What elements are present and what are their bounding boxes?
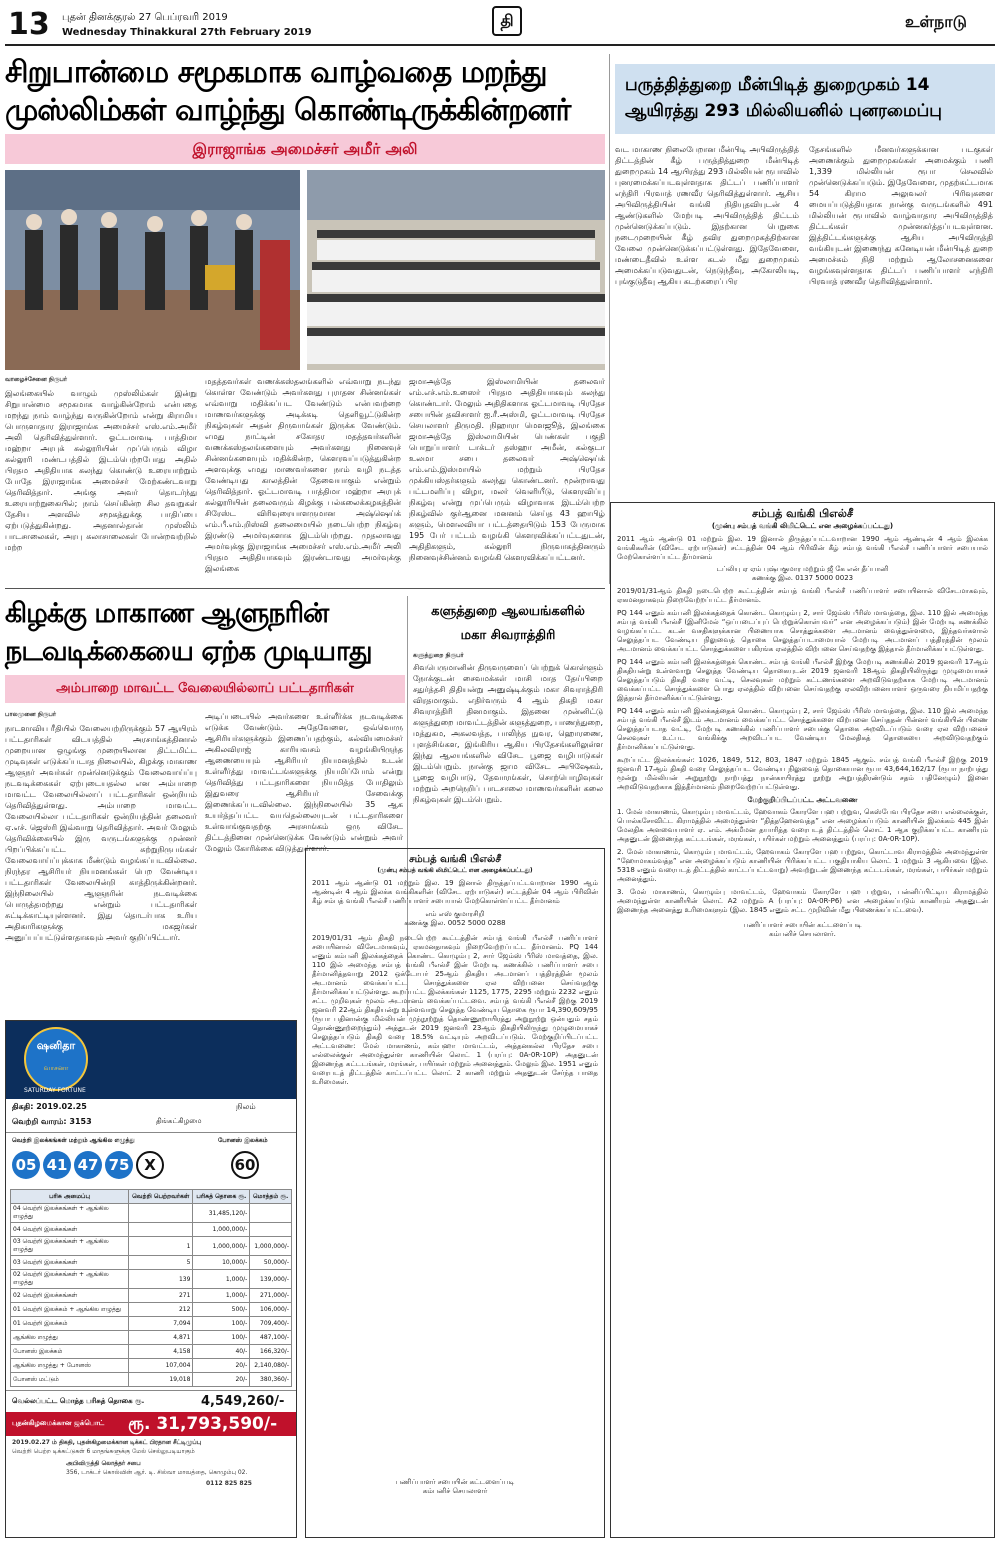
lottery-prize-cell: 1,000,000/-	[193, 1237, 250, 1256]
lottery-prize-cell: 500/-	[193, 1303, 250, 1317]
lottery-prize-cell: 709,400/-	[250, 1317, 292, 1331]
lottery-prize-row	[11, 1373, 292, 1387]
lottery-prize-cell: 19,018	[129, 1373, 193, 1387]
article3-column-1: நாடளாவிய ரீதியில் வேலையற்றிருக்கும் 57 ஆயிரம் பட்டதாரிகள் விடயத்தில் அரசாங்கத்தினால் முறையான ஒழுங்கு முறையிலான திட்டமிட்ட முடிவுகள் எடுக்கப்படாத நிலையில், கிழக்கு மாகாண ஆளுநர் அவர்கள் முன்னெடுக்கும் வேலைவாய்ப்பு நடவடிக்கைகள் ஏற்புடையதல்ல என அம்பாறை மாவட்ட வேலையில்லாப் பட்டதாரிகள் ஒன்றியம் தெரிவித்துள்ளது. அம்பாறை மாவட்ட வேலையில்லா பட்டதாரிகள் ஒன்றியத்தின் தலைவர் ஏ.எச். ஜெஸ்ரி இவ்வாறு தெரிவித்தார். அவர் மேலும் தெரிவிக்கையில் இரு வருடங்களுக்கு முன்னர் பிறப்பிக்கப்பட்ட சுற்றுநிருபங்கள் வேலைவாய்ப்புக்காக மீண்டும் வழங்கப்படவில்லை. நிரந்தர ஆசிரியர் நியமனங்கள் பெற வேண்டிய பட்டதாரிகள் வேலையின்றி காத்திருக்கின்றனர். இந்நிலையில் ஆளுநரின் நடவடிக்கை பொருத்தமற்றது என்றும் பட்டதாரிகள் சுட்டிக்காட்டியுள்ளனர். இது தொடர்பாக உரிய அதிகாரிகளுக்கு மகஜர்கள் அனுப்பப்பட்டுள்ளதாகவும் அவர் குறிப்பிட்டார்.	[5, 724, 197, 942]
lottery-zodiac: நிலம்	[236, 1102, 256, 1111]
lottery-number-ball: 05	[12, 1151, 40, 1179]
notice-small-account: கணக்கு இல. 0052 5000 0288	[404, 919, 506, 927]
lottery-prize-row	[11, 1256, 292, 1270]
notice-large-intro: 2011 ஆம் ஆண்டு 01 மற்றும் இல. 19 இனால் திருத்தப்பட்டவாறான 1990 ஆம் ஆண்டின் 4 ஆம் இலக்க வங்கிகளின் (விசேட ஏற்பாடுகள்) சட்டத்தின் 04 ஆம் பிரிவின் கீழ் சம்பத் வங்கி பீஎல்சீ பணிப்பாளர் சபையால் மேற்கொள்ளப்பட்ட தீர்மானம்	[617, 535, 988, 561]
lottery-numbers-header: வெற்றி இலக்கங்கள் மற்றும் ஆங்கில எழுத்து	[12, 1137, 135, 1144]
article1-headline-line1: சிறுபான்மை சமூகமாக வாழ்வதை மறந்து	[5, 55, 547, 90]
lottery-prize-cell: 2,140,080/-	[250, 1359, 292, 1373]
lottery-number-ball: 75	[105, 1151, 133, 1179]
lottery-prize-cell: 1	[129, 1237, 193, 1256]
lottery-date: திகதி: 2019.02.25	[12, 1102, 87, 1111]
lottery-prize-cell: 100/-	[193, 1317, 250, 1331]
lottery-prize-cell: 380,360/-	[250, 1373, 292, 1387]
masthead-rule	[5, 44, 995, 46]
article3-byline: பாலமுனை நிருபர்	[5, 711, 56, 718]
lottery-prize-table	[10, 1189, 292, 1387]
lottery-number-ball: 41	[43, 1151, 71, 1179]
lottery-prize-cell: 02 வெற்றி இலக்கங்கள் + ஆங்கில எழுத்து	[11, 1270, 129, 1289]
lottery-prize-cell	[129, 1204, 193, 1223]
notice-large-bank-name: சம்பத் வங்கி பிஎல்சீ	[752, 507, 853, 520]
lottery-footer-phone: 0112 825 825	[206, 1480, 252, 1487]
lottery-banner	[6, 1021, 296, 1099]
article3-headline-line2: நடவடிக்கையை ஏற்க முடியாது	[5, 636, 372, 667]
lottery-prize-cell: 106,000/-	[250, 1303, 292, 1317]
article4-byline: களுத்துறை நிருபர்	[413, 652, 464, 659]
lottery-prize-cell: 31,485,120/-	[193, 1204, 250, 1223]
lottery-prize-cell: 03 வெற்றி இலக்கங்கள்	[11, 1256, 129, 1270]
notice-large-schedule-2: 2. மேல் மாகாணம், கொழும்பு மாவட்டம், ஹேவாகம் கோரளே பஹ பற்றுவ, கொட்டாவ கிராமத்தில் அமைந்துள்ள “ஹோமாகம்வத்த” என அழைக்கப்படும் காணியின் பிரிக்கப்பட்ட பகுதியாகிய லொட் 1 மற்றும் 3 ஆகியவை (இல. 5318 எனும் வரைபடத் திட்டத்தில் காட்டப்பட்டவாறு) அவற்றுடன் இணைந்த கட்டடங்கள், மரங்கள், பயிர்கள் மற்றும் அனைத்தும்.	[617, 848, 988, 883]
masthead	[0, 0, 1000, 50]
lottery-number-ball: 47	[74, 1151, 102, 1179]
lottery-draw-number: வெற்றி வாரம்: 3153	[12, 1117, 92, 1126]
lottery-prize-cell: ஆங்கில எழுத்து	[11, 1331, 129, 1345]
lottery-prize-cell: 20/-	[193, 1359, 250, 1373]
masthead-logo	[492, 6, 522, 36]
lottery-prize-row	[11, 1237, 292, 1256]
lottery-prize-row	[11, 1331, 292, 1345]
lottery-prize-cell: 7,094	[129, 1317, 193, 1331]
photo-prize-giving-image	[5, 170, 300, 370]
lottery-col-header: மொத்தம் ரூ.	[250, 1190, 292, 1204]
lottery-col-header: வெற்றி பெற்றவர்கள்	[129, 1190, 193, 1204]
lottery-prize-cell: 139	[129, 1270, 193, 1289]
notice-small-signatory: கம்பனிச் செயலாளர்	[422, 1487, 488, 1495]
notice-large-schedule-1: 1. மேல் மாகாணம், கொழும்பு மாவட்டம், ஹேவாகம் கோரளே பஹ பற்றுவ, கெஸ்பேவ பிரதேச சபை எல்லைக்குள், பொல்கசோவிட்ட கிராமத்தில் அமைந்துள்ள “தித்தஹேனவத்த” என அழைக்கப்படும் காணியின் இலக்கம் 445 இன் மேலதிக அளவையாளர் ஏ. எம். அக்மீமன தயாரித்த வரைபடத் திட்டத்தில் லொட் 1 ஆக குறிக்கப்பட்ட காணியும் அதனுடன் இணைந்த கட்டடங்கள், மரங்கள், பயிர்கள் மற்றும் அனைத்தும் (பரப்பு: 0A-0R-10P).	[617, 808, 988, 843]
lottery-total-value: 4,549,260/-	[201, 1394, 285, 1409]
lottery-prize-cell: 01 வெற்றி இலக்கம்	[11, 1317, 129, 1331]
lottery-prize-cell: 271,000/-	[250, 1289, 292, 1303]
lottery-prize-cell: 04 வெற்றி இலக்கங்கள் + ஆங்கில எழுத்து	[11, 1204, 129, 1223]
lottery-footer-org: அபிவிருத்தி லொத்தர் சபை	[66, 1460, 141, 1467]
notice-small-body: 2019/01/31 ஆம் திகதி நடைபெற்ற கூட்டத்தின் சம்பத் வங்கி பீஎல்சீ பணிப்பாளர் சபையினால் விசேடமாகவும், ஏகமனதாகவும் நிறைவேற்றப்பட்ட தீர்மானம். PQ 144 எனும் கம்பனி இலக்கத்தைக் கொண்ட கொழும்பு 2, சார் ஜேம்ஸ் பீரிஸ் மாவத்தை, இல. 110 இல் அமைந்த சம்பத் வங்கி பீஎல்சீ இன் மேற்படி கணக்கில் பணிப்பாளர் சபை தீர்மானித்தவாறு 2012 ஒக்டோபர் 25ஆம் திகதிய அடமானப் பத்திரத்தின் மூலம் அடமானம் வைக்கப்பட்ட சொத்துக்களை ஏல விற்பனை செய்வதற்கு தீர்மானிக்கப்பட்டுள்ளது. கூறப்பட்ட இலக்கங்கள் 1125, 1775, 2295 மற்றும் 2232 எனும் சட்ட முறிவுகள் மூலம் அடமானம் வைக்கப்பட்டவை. சம்பத் வங்கி பீஎல்சீ இற்கு 2019 ஜனவரி 22ஆம் திகதியன்று உள்ளவாறு செலுத்த வேண்டிய தொகை ரூபா 14,390,609/95 (ரூபா பதினான்கு மில்லியன் முந்நூற்றுத் தொண்ணூறாயிரத்து அறுநூற்று ஒன்பதும் சதம் தொண்ணூற்றைந்தும்) அத்துடன் 2019 ஜனவரி 23ஆம் திகதியிலிருந்து முழுமையாகச் செலுத்தப்படும் திகதி வரை 18.5% வட்டியும் அறவிடப்படும். மேற்குறிப்பிடப்பட்ட அட்டவணை: மேல் மாகாணம், கம்பஹா மாவட்டம், அத்தனகல்ல பிரதேச சபை எல்லைக்குள் அமைந்துள்ள காணியின் லொட் 1 (பரப்பு: 0A-0R-10P) அதனுடன் இணைந்த கட்டடங்கள், மரங்கள், பயிர்கள் மற்றும் அனைத்தும். மேலும் இல. 1951 எனும் வரைபடத் திட்டத்தில் காட்டப்பட்ட லொட் 2 காணி மற்றும் அதனுடன் சேர்ந்த பாதை உரிமைகள்.	[312, 934, 598, 1086]
lottery-results	[5, 1020, 297, 1538]
article-point-pedro-harbour	[615, 64, 995, 499]
lottery-footer-line1: 2019.02.27 ம் திகதி, புதன்கிழமைக்கான டிக்கட் பிரதான சீட்டிழுப்பு	[12, 1439, 202, 1446]
lottery-prize-cell: 01 வெற்றி இலக்கம் + ஆங்கில எழுத்து	[11, 1303, 129, 1317]
article1-column-1: இலங்கையில் வாழும் முஸ்லிம்கள் இன்று சிறுபான்மை சமூகமாக வாழ்கின்றோம் என்பதை மறந்து நாம் வாழ்ந்து வருகின்றோம் என்று கிராமிய பொருளாதார இராஜாங்க அமைச்சர் எஸ்.எம்.அமீர் அலி தெரிவித்துள்ளார். ஓட்டமாவடி பாத்திமா மஹ்றா அரபுக் கல்லூரியின் முப்பெரும் விழா கல்லூரி மண்டபத்தில் இடம்பெற்றபோது அதில் பிரதம அதிதியாக கலந்து கொண்டு உரையாற்றும் போதே இராஜாங்க அமைச்சர் மேற்கண்டவாறு தெரிவித்தார். அங்கு அவர் தொடர்ந்து உரையாற்றுகையில்; நாம் செய்கின்ற சில தவறுகள் தேசிய அளவில் சமூகத்துக்கு பாதிப்பை ஏற்படுத்துகின்றது. அதனால்தான் முஸ்லிம் பாடசாலைகள், அரபு கலாசாலைகள் போன்றவற்றில் மற்ற	[5, 389, 197, 552]
lottery-winning-numbers	[12, 1151, 167, 1179]
notice-large-para2: PQ 144 எனும் கம்பனி இலக்கத்தைக் கொண்ட கொழும்பு 2, சார் ஜேம்ஸ் பீரிஸ் மாவத்தை, இல. 110 இல் அமைந்த சம்பத் வங்கி பீஎல்சீ (இனிமேல் “ஒப்படைப்புப் பெற்றுக்கொள்பவர்” என அழைக்கப்படும்) இன் மேற்படி கணக்கில் வழங்கப்பட்ட கடன் வசதிகளுக்கான பிணையாக சொத்துக்களை அடமானம் வைத்துள்ளமை, இந்தவர்களால் செலுத்தப்பட வேண்டிய நிலுவைத் தொகை செலுத்தப்படாமையால் மேற்படி அடமானப் பத்திரத்தின் மூலம் அடமானம் வைக்கப்பட்ட சொத்துக்களை பகிரங்க ஏலத்தில் விற்பனை செய்வதற்கு இத்தால் தீர்மானிக்கப்பட்டுள்ளது.	[617, 609, 988, 653]
lottery-prize-row	[11, 1317, 292, 1331]
notice-large-para5: கூறப்பட்ட இலக்கங்கள்: 1026, 1849, 512, 803, 1847 மற்றும் 1845 ஆகும். சம்பத் வங்கி பீஎல்சீ இற்கு 2019 ஜனவரி 17ஆம் திகதி வரை செலுத்தப்பட வேண்டிய நிலுவைத் தொகையான ரூபா 43,644,162/17 (ரூபா நாற்பத்து மூன்று மில்லியன் அறுநூற்று நாற்பத்து நான்காயிரத்து நூற்று அறுபத்திரண்டும் சதம் பதினேழும்) இனை அறவிடுவதற்காக இத்தீர்மானம் நிறைவேற்றப்பட்டுள்ளது.	[617, 756, 988, 791]
article3-subhead: அம்பாறை மாவட்ட வேலையில்லாப் பட்டதாரிகள்	[5, 675, 405, 703]
notice-small-subtitle: (முன்பு சம்பத் வங்கி லிமிட்டெட் என அழைக்கப்பட்டது)	[377, 867, 533, 874]
lottery-prize-cell: 5	[129, 1256, 193, 1270]
article1-headline-line2: முஸ்லிம்கள் வாழ்ந்து கொண்டிருக்கின்றனர்	[5, 93, 571, 128]
lottery-prize-row	[11, 1270, 292, 1289]
lottery-prize-row	[11, 1289, 292, 1303]
article-minority-muslims	[5, 54, 605, 584]
lottery-prize-cell: 139,000/-	[250, 1270, 292, 1289]
article4-body: சிவபெருமானின் திருவருளைப் பெற்றுக் கொள்ளும் நோக்குடன் சைவமக்கள் மாசி மாத தேய்பிறை சதுர்த்தசி திதியன்று அனுஷ்டிக்கும் மகா சிவராத்திரி விரதமாகும். எதிர்வரும் 4 ஆம் திகதி மகா சிவராத்திரி தினமாகும். இதனை முன்னிட்டு களுத்துறை மாவட்டத்தின் களுத்துறை, பாணந்துறை, மத்துகம, அகலவத்த, பாலிந்த நுவர, ஹொரணை, புளத்சிங்கள, இங்கிரிய ஆகிய பிரதேசங்களிலுள்ள இந்து ஆலயங்களில் விசேட பூஜை வழிபாடுகள் இடம்பெறும். நான்கு ஜாம விசேட அபிஷேகம், பூஜை வழிபாடு, தேவாரங்கள், சொற்பொழிவுகள் மற்றும் அறநெறிப் பாடசாலை மாணவர்களின் கலை நிகழ்வுகள் இடம்பெறும்.	[413, 663, 603, 804]
lottery-prize-cell: 50,000/-	[250, 1256, 292, 1270]
notice-small-intro: 2011 ஆம் ஆண்டு 01 மற்றும் இல. 19 இனால் திருத்தப்பட்டவாறான 1990 ஆம் ஆண்டின் 4 ஆம் இலக்க வங்கிகளின் (விசேட ஏற்பாடுகள்) சட்டத்தின் 04 ஆம் பிரிவின் கீழ் சம்பத் வங்கி பீஎல்சீ பணிப்பாளர் சபையால் மேற்கொள்ளப்பட்ட தீர்மானம்	[312, 879, 598, 905]
article2-headline: பருத்தித்துறை மீன்பிடித் துறைமுகம் 14 ஆயிரத்து 293 மில்லியனில் புனரமைப்பு	[625, 75, 942, 121]
lottery-prize-cell: 1,000/-	[193, 1270, 250, 1289]
lottery-prize-cell: போனஸ் இலக்கம்	[11, 1345, 129, 1359]
lottery-prize-row	[11, 1359, 292, 1373]
lottery-col-header: பரிசு அமைப்பு	[11, 1190, 129, 1204]
lottery-prize-cell: 02 வெற்றி இலக்கங்கள்	[11, 1289, 129, 1303]
divider-article1	[5, 588, 605, 589]
lottery-prize-cell: 1,000,000/-	[250, 1237, 292, 1256]
notice-large-account: கணக்கு இல. 0137 5000 0023	[751, 574, 854, 582]
lottery-prize-cell: 10,000/-	[193, 1256, 250, 1270]
lottery-prize-cell: 487,100/-	[250, 1331, 292, 1345]
notice-large-para3: PQ 144 எனும் கம்பனி இலக்கத்தைக் கொண்ட சம்பத் வங்கி பீஎல்சீ இற்கு மேற்படி கணக்கில் 2019 ஜனவரி 17ஆம் திகதியன்று உள்ளவாறு செலுத்த வேண்டிய தொகையுடன் 2019 ஜனவரி 18ஆம் திகதியிலிருந்து முழுமையாகச் செலுத்தப்படும் திகதி வரை வட்டி, செலவுகள் மற்றும் கட்டணங்களை அறவிடுவதற்காக மேற்படி அடமானம் வைக்கப்பட்ட சொத்துக்களை பொது ஏலத்தில் விற்பனை செய்வதற்கு ஏலவிற்பனையாளர் ஒருவரை நியமிப்பதற்கு இத்தால் தீர்மானிக்கப்பட்டுள்ளது.	[617, 658, 988, 702]
lottery-prize-row	[11, 1303, 292, 1317]
lottery-prize-cell	[250, 1204, 292, 1223]
lottery-prize-cell: 166,320/-	[250, 1345, 292, 1359]
section-label: உள்நாடு	[905, 12, 967, 31]
article1-byline: வாழைச்சேனை நிருபர்	[5, 376, 68, 383]
photo-audience-image	[307, 170, 605, 370]
article2-headline-box	[615, 64, 995, 134]
photo-prize-giving	[5, 170, 300, 370]
lottery-prize-cell: 4,871	[129, 1331, 193, 1345]
lottery-prize-cell	[129, 1223, 193, 1237]
lottery-jackpot-label: புதன்கிழமைக்கான ஜக்பொட்	[12, 1419, 105, 1427]
notice-large-schedule-3: 3. மேல் மாகாணம், கொழும்பு மாவட்டம், ஹேவாகம் கோரளே பஹ பற்றுவ, பன்னிப்பிட்டிய கிராமத்தில் அமைந்துள்ள காணியின் லொட் A2 மற்றும் A (பரப்பு: 0A-0R-P6) என அழைக்கப்படும் காணியும் அதனுடன் இணைந்த அனைத்து உரிமைகளும் (இல. 1845 எனும் சட்ட முறிவின் மீது பிணைக்கப்பட்டவை).	[617, 888, 988, 914]
lottery-prize-row	[11, 1204, 292, 1223]
notice-large-schedule-title: மேற்குறிப்பிடப்பட்ட அட்டவணை	[747, 796, 858, 804]
article2-column-2: தேசங்களில் மீனவர்களுக்கான படகுகள் அணைக்கும் துறைமுகங்கள் அமைக்கும் பணி 1,339 மில்லியன் ரூபா செலவில் முன்னெடுக்கப்படும். இதேவேளை, முதற்கட்டமாக 54 கிராம அலுவலர் பிரிவுகளை மையப்படுத்தியதாக நான்கு வருடங்களில் 491 மில்லியன் ரூபாவில் வாழ்வாதார அபிவிருத்தித் திட்டங்கள் முன்னகர்த்தப்படவுள்ளன. இத்திட்டங்களுக்கு ஆசிய அபிவிருத்தி வங்கியுடன் இணைந்து கனேடியன் மீன்பிடித் துறை அமைச்சும் நிதி மற்றும் ஆலோசனைகளை வழங்கவுள்ளதாக திட்டப் பணிப்பாளர் எந்திரி பிரவாத் ரணவீர தெரிவித்துள்ளார்.	[809, 145, 993, 286]
lottery-prize-cell: 4,158	[129, 1345, 193, 1359]
lottery-prize-cell: 1,000/-	[193, 1289, 250, 1303]
lottery-total-label: வெல்லப்பட்ட மொத்த பரிசுத் தொகை ரூ.	[12, 1397, 145, 1405]
lottery-footer-address: 356, டாக்டர் கொல்வின் ஆர். டி. சில்வா மாவத்தை, கொழும்பு 02.	[66, 1469, 248, 1476]
article2-column-1: வட மாகாண நிலைபேறான மீன்பிடி அபிவிருத்தித் திட்டத்தின் கீழ் பருத்தித்துறை மீன்பிடித் துறைமுகம் 14 ஆயிரத்து 293 மில்லியன் ரூபாவில் புனரமைக்கப்படவுள்ளதாக திட்டப் பணிப்பாளர் எந்திரி பிரவாத் ரணவீர தெரிவித்துள்ளார். ஆசிய அபிவிருத்தியின் வங்கி நிதியுதவியுடன் 4 ஆண்டுகளில் மேற்படி அபிவிருத்தித் திட்டம் முன்னெடுக்கப்படும். இதற்கான பெறுகை நடைமுறையின் கீழ் தவிர துறைமுகத்திற்கான வேலை முன்னெடுக்கப்பட்டுள்ளது. இதேவேளை, மண்டைதீவில் உள்ள கடல் மீது துறைமுகம் அமைக்கப்படுவதுடன், நெடுந்தீவு, அகோலியடி, புங்குடுதீவு ஆகிய கடற்கரைப் பிர	[615, 145, 799, 286]
lottery-letter-ball: X	[136, 1151, 164, 1179]
lottery-jackpot-value: ரூ. 31,793,590/-	[128, 1414, 278, 1434]
lottery-day: திங்கட்கிழமை	[156, 1117, 202, 1125]
notice-large-signoff: பணிப்பாளர் சபையின் கட்டளைப்படி	[743, 921, 862, 929]
lottery-prize-row	[11, 1223, 292, 1237]
article4-headline-line1: களுத்துறை ஆலயங்களில்	[431, 604, 585, 619]
lottery-prize-cell: ஆங்கில எழுத்து + போனஸ்	[11, 1359, 129, 1373]
lottery-prize-cell	[250, 1223, 292, 1237]
masthead-date-english: Wednesday Thinakkural 27th February 2019	[62, 27, 312, 38]
lottery-prize-cell: 04 வெற்றி இலக்கங்கள்	[11, 1223, 129, 1237]
sampath-bank-notice-small	[305, 848, 605, 1538]
lottery-brand-sub: வாசனா	[43, 1064, 69, 1072]
lottery-prize-cell: 107,004	[129, 1359, 193, 1373]
notice-small-borrower: எம் எஸ் குமாரசிறி	[425, 910, 485, 918]
notice-small-bank-name: சம்பத் வங்கி பிஎல்சீ	[409, 854, 501, 865]
article1-column-2: மதத்தவர்கள் வணக்கஸ்தலங்களில் எவ்வாறு நடந்து கொள்ள வேண்டும் அவர்களது புராதன சின்னங்கள் எவ்வாறு மதிக்கப்பட வேண்டும் என்பவற்றை மாணவர்களுக்கு அடிக்கடி தெளிவூட்டுகின்ற நிகழ்வுகள் அதன் திருவாங்கள் இருக்க வேண்டும். எமது நாட்டின் சகோதர மதத்தவர்களின் வணக்கஸ்தலங்களையும் அவர்களது நினைவுச் சின்னங்களையும் மதிக்கின்ற, கௌரவப்படுத்துகின்ற அளவுக்கு எமது மாணவர்களை நாம் வழி நடத்த வேண்டியது காலத்தின் தேவையாகும் என்றும் தெரிவித்தார். ஓட்டமாவடி பாத்திமா மஹ்றா அரபுக் கல்லூரியின் தலைவரும் கிழக்கு பல்கலைக்கழகத்தின் சிரேஸ்ட விரிவுரையாளருமான அஷ்ஷெய்க் எம்.பீ.எம்.றிஸ்வி தலைமையில் நடைபெற்ற நிகழ்வு இரண்டு அமர்வுகளாக இடம்பெற்றது. முதலாவது அமர்வுக்கு இராஜாங்க அமைச்சர் எஸ்.எம்.அமீர் அலி பிரதம அதிதியாகவும் இரண்டாவது அமர்வுக்கு இலங்கை	[205, 377, 401, 573]
lottery-prize-cell: 212	[129, 1303, 193, 1317]
sampath-bank-notice-large	[610, 502, 995, 1538]
masthead-date-tamil: புதன் தினக்குரல் 27 பெப்ரவரி 2019	[62, 12, 228, 23]
logo-glyph: தி	[500, 11, 514, 30]
article3-column-2: அடிப்படையில் அவர்களை உள்ளீர்க்க நடவடிக்கை எடுக்க வேண்டும். அதேவேளை, ஒவ்வொரு ஆசிரியர்களுக்கும் இணைப்பதற்கும், கல்வியமைச்சர் அகிலவிராஜ் காரியவசம் வழங்கியிருந்த ஆணையையும் ஆசிரியர் நியமனத்தில் உடன் உள்ளீர்த்து மாவட்டங்களுக்கு நியமிப்போம் என்று தெரிவித்து பட்டதாரிகளை நியமித்த போதிலும் இதுவரை ஆசிரியர் சேவைக்கு இணைக்கப்படவில்லை. இந்நிலையில் 35 ஆக உயர்த்தப்பட்ட வயதெல்லையுடன் பட்டதாரிகளை உள்வாங்குவதற்கு அரசாங்கம் ஒரு விசேட திட்டத்தினை முன்னெடுக்க வேண்டும் என்றும் அவர் மேலும் கோரிக்கை விடுத்துள்ளார்.	[205, 712, 403, 853]
article3-headline-line1: கிழக்கு மாகாண ஆளுநரின்	[5, 598, 329, 629]
lottery-bonus-header: போனஸ் இலக்கம்	[218, 1137, 268, 1144]
notice-large-para1: 2019/01/31ஆம் திகதி நடைபெற்ற கூட்டத்தின் சம்பத் வங்கி பீஎல்சீ பணிப்பாளர் சபையினால் விசேடமாகவும், ஏகமனதாகவும் நிறைவேற்றப்பட்ட தீர்மானம்.	[617, 587, 988, 604]
notice-large-para4: PQ 144 எனும் கம்பனி இலக்கத்தைக் கொண்ட கொழும்பு 2, சார் ஜேம்ஸ் பீரிஸ் மாவத்தை, இல. 110 இல் அமைந்த சம்பத் வங்கி பீஎல்சீ இடம் அடமானம் வைக்கப்பட்ட சொத்துக்களை விற்பனை செய்ததன் பின்னர் வங்கியின் பிணை செலுத்தப்படாத வட்டி, மேற்படி கணக்கில் பணிப்பாளர் சபைக்கு தொகை அறவிடப்படும் வரை ஏல விற்பனைச் செலவுகள் உட்பட வங்கிக்கு அறவிடப்பட வேண்டிய மேலதிகத் தொகையை அறவிடுவதற்கும் தீர்மானிக்கப்பட்டுள்ளது.	[617, 707, 988, 751]
article4-headline-line2: மகா சிவராத்திரி	[460, 628, 556, 643]
article1-subhead: இராஜாங்க அமைச்சர் அமீர் அலி	[5, 134, 605, 164]
lottery-footer-line2: வெற்றி பெற்ற டிக்கட்டுகள் 6 மாதங்களுக்கு மேல் செல்லுபடியாகும்	[12, 1448, 195, 1455]
lottery-prize-cell: 100/-	[193, 1331, 250, 1345]
article1-column-3: ஜமாஅத்தே இஸ்லாமியின் தலைவர் எம்.எச்.எம்.உஸைர் பிரதம அதிதியாகவும் கலந்து கொண்டார். மேலும் அதிதிகளாக ஓட்டமாவடி பிரதேச சபையின் தவிசாளர் ஐ.ரீ.அஸ்மி, ஓட்டமாவடி பிரதேச செயலாளர் திருமதி. நிஹாரா மௌஜூத், இலங்கை ஜமாஅத்தே இஸ்லாமியின் பெண்கள் பகுதி பொறுப்பாளர் டாக்டர் தஸ்ஹா அமீன், கல்குடா உலமா சபை தலைவர் அஷ்ஷெய்க் எம்.எம்.இஸ்மாயில் மற்றும் பிரதேச முக்கியஸ்தர்களும் கலந்து கொண்டனர். மூன்றாவது பட்டமளிப்பு விழா, மலர் வெளியீடு, கௌரவிப்பு நிகழ்வு என்று முப்பெரும் விழாவாக இடம்பெற்ற நிகழ்வில் குர்ஆனை மனனம் செய்த 43 ஹாபிழ் களும், மௌலவியா பட்டத்தையிடும் 153 பேருமாக 195 பேர் பட்டம் வழங்கி கௌரவிக்கப்பட்டதுடன், அதிதிகளும், கல்லூரி நிருவாகத்தினரும் நினைவுச்சின்னம் வழங்கி கௌரவிக்கப்பட்டனர்.	[409, 377, 605, 562]
photo-audience	[307, 170, 605, 370]
lottery-prize-row	[11, 1345, 292, 1359]
lottery-logo	[24, 1027, 88, 1091]
notice-large-subtitle: (முன்பு சம்பத் வங்கி லிமிட்டெட் என அழைக்கப்பட்டது)	[711, 522, 894, 530]
lottery-prize-cell: 40/-	[193, 1345, 250, 1359]
lottery-col-header: பரிசுத் தொகை ரூ.	[193, 1190, 250, 1204]
lottery-prize-cell: 20/-	[193, 1373, 250, 1387]
lottery-bonus-ball: 60	[231, 1151, 259, 1179]
notice-large-signatory: கம்பனிச் செயலாளர்.	[769, 930, 836, 938]
lottery-brand-en: SATURDAY FORTUNE	[24, 1087, 86, 1094]
notice-large-borrower: டப்லியு ஏ ஏம் புஷ்பகுமார மற்றும் ஜீ கே என் தீப்பானி	[716, 565, 889, 573]
lottery-prize-cell: 271	[129, 1289, 193, 1303]
lottery-prize-cell: போனஸ் மட்டும்	[11, 1373, 129, 1387]
page-number: 13	[8, 7, 50, 42]
lottery-brand: ஷனிதா	[36, 1039, 76, 1052]
lottery-prize-cell: 1,000,000/-	[193, 1223, 250, 1237]
notice-small-signoff: பணிப்பாளர் சபையின் கட்டளைப்படி	[395, 1478, 515, 1486]
lottery-prize-cell: 03 வெற்றி இலக்கங்கள் + ஆங்கில எழுத்து	[11, 1237, 129, 1256]
article-kalutara-sivaratri	[413, 600, 603, 835]
